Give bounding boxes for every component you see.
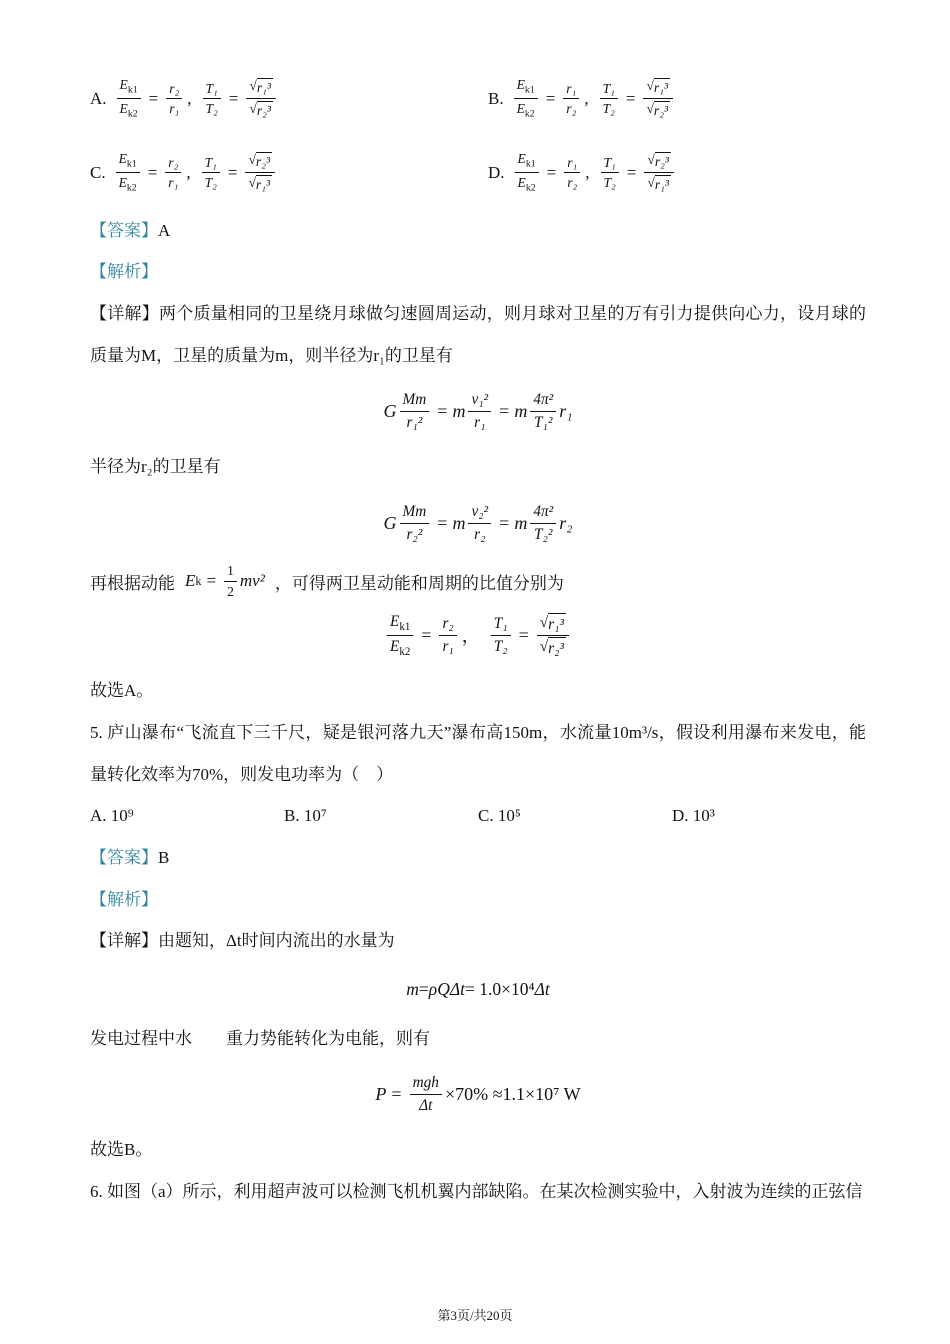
- sqrt-symbol: √: [248, 152, 256, 168]
- fraction-radius-ratio: $\frac{\text{r₁}}{\text{r₂}}$: [564, 154, 580, 192]
- comma: ，: [461, 626, 480, 647]
- q4-conclusion: 故选A。: [90, 681, 154, 701]
- answer-label: 【答案】: [90, 847, 158, 867]
- comma: ,: [585, 162, 590, 182]
- fraction-gravity: $\frac{Mm}{\text{r₂²}}$: [400, 502, 430, 545]
- fraction-ek-ratio: $\frac{E_{k1}}{E_{k2}}$: [387, 612, 413, 660]
- equals-sign: =: [228, 88, 239, 108]
- sqrt-symbol: √: [249, 78, 257, 94]
- option-b: [488, 76, 866, 122]
- answer-label: 【答案】: [90, 220, 158, 240]
- comma: ,: [584, 88, 589, 108]
- fraction-period-term: $\frac{\text{4π²}}{\text{T₂²}}$: [530, 502, 556, 545]
- sqrt-symbol: √: [539, 613, 549, 631]
- q5-option-c: C. 10⁵: [478, 806, 521, 826]
- equals-sign: =: [391, 1083, 402, 1104]
- q5-conclusion: 故选B。: [90, 1140, 153, 1160]
- option-b-label: B.: [488, 88, 504, 108]
- equals-sign: =: [227, 162, 238, 182]
- equals-sign: =: [206, 571, 217, 591]
- equals-sign: =: [147, 162, 158, 182]
- sqrt-symbol: √: [646, 78, 654, 94]
- fraction-ek-ratio: $\frac{E_{k1}}{E_{k2}}$: [514, 76, 538, 122]
- equation-centripetal-r1: G $\frac{Mm}{\text{r₁²}}$ = m $\frac{\text{v₁²}}{\text{r₁}}$ = m $\frac{\text{4π²}}{\text{T₁²}}$ r₁: [383, 391, 573, 431]
- equation-water-mass: m = ρQΔt = 1.0×10⁴ Δt: [406, 979, 550, 1000]
- fraction-period-ratio: $\frac{\text{T₁}}{\text{T₂}}$: [601, 154, 619, 192]
- fraction-ek-ratio: $\frac{E_{k1}}{E_{k2}}$: [116, 150, 140, 196]
- equals-sign: =: [437, 512, 448, 533]
- q5-option-a: A. 10⁹: [90, 806, 134, 826]
- equals-sign: =: [421, 624, 432, 645]
- q5-analysis-line: [90, 879, 866, 921]
- q5-mid-text: 发电过程中水 重力势能转化为电能，则有: [90, 1028, 430, 1048]
- fraction-period-ratio: $\frac{\text{T₁}}{\text{T₂}}$: [203, 80, 221, 118]
- equals-sign: =: [499, 512, 510, 533]
- sqrt-symbol: √: [249, 101, 257, 117]
- q4-detail-paragraph: 【详解】两个质量相同的卫星绕月球做匀速圆周运动，则月球对卫星的万有引力提供向心力，设月球的质量为M，卫星的质量为m，则半径为r₁的卫星有: [90, 304, 866, 365]
- fraction-ek-ratio: $\frac{E_{k1}}{E_{k2}}$: [515, 150, 539, 196]
- page-footer: 第3页/共20页: [437, 1308, 513, 1323]
- fraction-radius-ratio: $\frac{\text{r₂}}{\text{r₁}}$: [165, 154, 181, 192]
- q5-answer-line: [90, 837, 866, 879]
- fraction-ek-ratio: $\frac{E_{k1}}{E_{k2}}$: [117, 76, 141, 122]
- sqrt-symbol: √: [646, 101, 654, 117]
- fraction-velocity: $\frac{\text{v₂²}}{\text{r₂}}$: [468, 502, 491, 545]
- option-d: [488, 150, 866, 196]
- option-c-label: C.: [90, 162, 106, 182]
- sqrt-symbol: √: [647, 175, 655, 191]
- q5-option-b: B. 10⁷: [284, 806, 327, 826]
- comma: ,: [187, 88, 192, 108]
- q5-option-d: D. 10³: [672, 806, 715, 826]
- equals-sign: =: [546, 162, 557, 182]
- q4-analysis-line: [90, 251, 866, 293]
- fraction-sqrt-ratio: √ r₁³ √ r₂³: [643, 77, 673, 120]
- equation-power: P = $\frac{\text{mgh}}{\Delta t}$ ×70% ≈1.1×10⁷ W: [375, 1074, 581, 1114]
- fraction-period-ratio: $\frac{\text{T₁}}{\text{T₂}}$: [491, 614, 511, 657]
- fraction-velocity: $\frac{\text{v₁²}}{\text{r₁}}$: [468, 390, 491, 433]
- kinetic-energy-formula: E k = $\frac{1}{2}$ mv²: [185, 563, 265, 599]
- fraction-sqrt-ratio: √ r₁³ √ r₂³: [537, 613, 569, 658]
- equals-sign: =: [499, 400, 510, 421]
- equals-sign: =: [625, 88, 636, 108]
- fraction-radius-ratio: $\frac{\text{r₂}}{\text{r₁}}$: [166, 80, 182, 118]
- q6-stem: 6. 如图（a）所示，利用超声波可以检测飞机机翼内部缺陷。在某次检测实验中，入射波为连续的正弦信: [90, 1182, 863, 1202]
- analysis-label: 【解析】: [90, 889, 158, 909]
- q4-answer-line: [90, 210, 866, 252]
- fraction-gravity: $\frac{Mm}{\text{r₁²}}$: [400, 390, 430, 433]
- equals-sign: =: [148, 88, 159, 108]
- analysis-label: 【解析】: [90, 262, 158, 282]
- q4-kinetic-energy-line: 再根据动能 E k = $\frac{1}{2}$ mv² ，可得两卫星动能和周期的比值分别为: [90, 563, 564, 599]
- sqrt-symbol: √: [647, 152, 655, 168]
- option-a-label: A.: [90, 88, 107, 108]
- equation-ratio-result: [90, 608, 866, 662]
- fraction-sqrt-ratio: √ r₂³ √ r₁³: [644, 151, 674, 194]
- fraction-radius-ratio: $\frac{\text{r₂}}{\text{r₁}}$: [439, 614, 456, 657]
- comma: ,: [186, 162, 191, 182]
- fraction-sqrt-ratio: √ r₁³ √ r₂³: [246, 77, 276, 120]
- q5-options: [90, 795, 866, 837]
- equation-centripetal-r2: G $\frac{Mm}{\text{r₂²}}$ = m $\frac{\text{v₂²}}{\text{r₂}}$ = m $\frac{\text{4π²}}{\text{T₂²}}$ r₂: [383, 502, 573, 543]
- fraction-radius-ratio: $\frac{\text{r₁}}{\text{r₂}}$: [563, 80, 579, 118]
- q5-stem: 5. 庐山瀑布“飞流直下三千尺，疑是银河落九天”瀑布高150m，水流量10m³/s，假设利用瀑布来发电，能量转化效率为70%，则发电功率为（ ）: [90, 723, 866, 784]
- fraction-period-ratio: $\frac{\text{T₁}}{\text{T₂}}$: [600, 80, 618, 118]
- fraction-sqrt-ratio: √ r₂³ √ r₁³: [245, 151, 275, 194]
- option-a: [90, 76, 488, 122]
- equals-sign: =: [545, 88, 556, 108]
- fraction-one-half: $\frac{1}{2}$: [224, 562, 237, 600]
- fraction-mgh-dt: $\frac{\text{mgh}}{\Delta t}$: [410, 1073, 442, 1116]
- fraction-period-term: $\frac{\text{4π²}}{\text{T₁²}}$: [530, 390, 556, 433]
- answer-value: A: [158, 220, 171, 240]
- q5-detail-paragraph: 【详解】由题知，Δt时间内流出的水量为: [90, 931, 395, 951]
- equals-sign: =: [518, 624, 529, 645]
- equals-sign: =: [626, 162, 637, 182]
- q4-options: [90, 76, 866, 196]
- option-c: [90, 150, 488, 196]
- option-d-label: D.: [488, 162, 505, 182]
- answer-value: B: [158, 847, 170, 867]
- sqrt-symbol: √: [539, 637, 549, 655]
- fraction-period-ratio: $\frac{\text{T₁}}{\text{T₂}}$: [202, 154, 220, 192]
- equals-sign: =: [437, 400, 448, 421]
- q4-mid-text: 半径为r₂的卫星有: [90, 457, 221, 477]
- sqrt-symbol: √: [248, 175, 256, 191]
